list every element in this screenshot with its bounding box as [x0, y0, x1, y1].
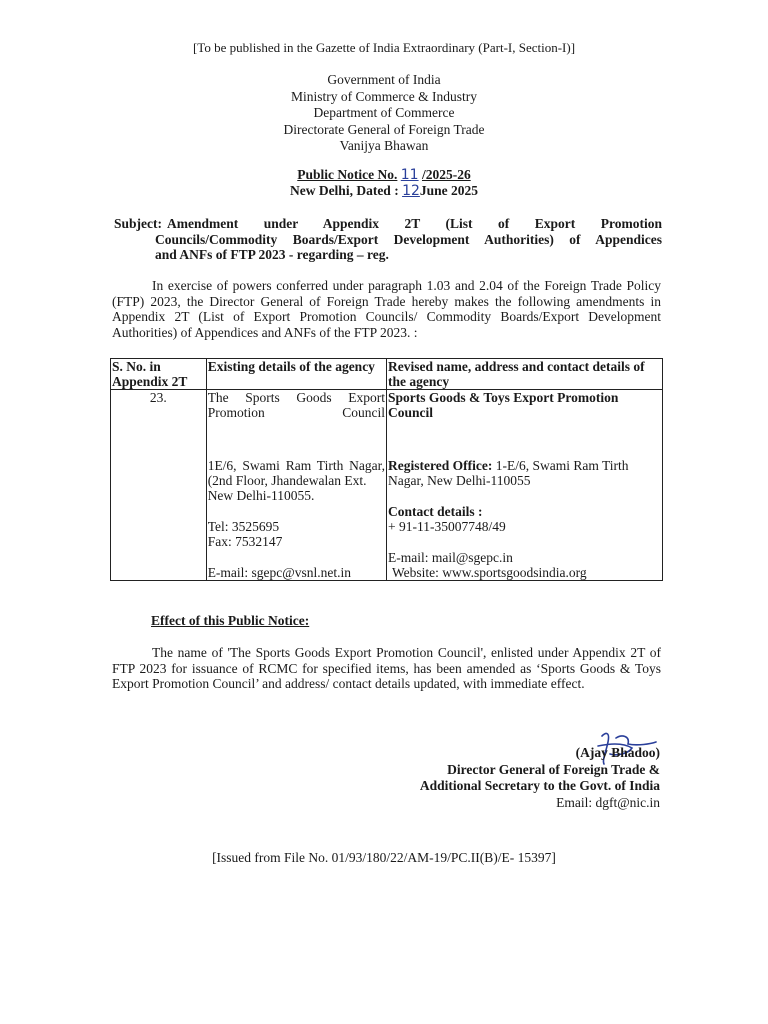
signatory-name: (Ajay Bhadoo) [575, 745, 660, 760]
header-government: Government of India [327, 72, 441, 87]
effect-paragraph: The name of 'The Sports Goods Export Promotion Council', enlisted under Appendix 2T of FTP 2023 for issuance of RCMC for specified items, has been amended as ‘Sports Goods & Toys Export Promotion Council’ and address/ contact details updated, with immediate effect. [112, 645, 661, 691]
amendment-table [110, 358, 663, 581]
cell-revised-details [386, 390, 662, 581]
intro-paragraph: In exercise of powers conferred under paragraph 1.03 and 2.04 of the Foreign Trade Policy (FTP) 2023, the Director General of Foreign Trade hereby makes the following amendments in Appendix 2T (List of Export Promotion Councils/ Commodity Boards/Export Development Authorities) of Appendices and ANFs of the FTP 2023. : [112, 278, 661, 340]
date-day-handwritten: 12 [402, 183, 420, 199]
subject-line-2: Councils/Commodity Boards/Export Development Authorities) of Appendices [155, 231, 662, 247]
existing-address-line-1: 1E/6, Swami Ram Tirth Nagar, [207, 458, 385, 473]
notice-date [0, 183, 768, 199]
public-notice-number [0, 167, 768, 183]
existing-address-line-3: New Delhi-110055. [207, 488, 315, 503]
revised-email: E-mail: mail@sgepc.in [387, 550, 513, 565]
subject-block [114, 216, 662, 263]
header-ministry: Ministry of Commerce & Industry [291, 88, 477, 104]
header-serial-number: S. No. in Appendix 2T [111, 359, 207, 390]
header-revised-details: Revised name, address and contact details of the agency [386, 359, 662, 390]
existing-fax: Fax: 7532147 [207, 534, 283, 549]
effect-heading: Effect of this Public Notice: [151, 613, 310, 628]
dated-prefix: New Delhi, Dated : [289, 183, 399, 198]
header-department: Department of Commerce [313, 105, 455, 120]
table-header-row [111, 359, 663, 390]
signatory-title-1: Director General of Foreign Trade & [447, 761, 660, 777]
table-row [111, 390, 663, 581]
header-directorate: Directorate General of Foreign Trade [283, 121, 485, 137]
revised-agency-name: Sports Goods & Toys Export Promotion Council [387, 390, 619, 420]
header-existing-details: Existing details of the agency [206, 359, 386, 390]
subject-line-1: Amendment under Appendix 2T (List of Export Promotion [167, 216, 662, 231]
revised-website: Website: www.sportsgoodsindia.org [391, 565, 587, 580]
signatory-email: Email: dgft@nic.in [556, 794, 660, 810]
existing-telephone: Tel: 3525695 [207, 519, 280, 534]
signatory-title-2: Additional Secretary to the Govt. of India [419, 778, 660, 793]
public-notice-block [0, 167, 768, 199]
cell-existing-details [206, 390, 386, 581]
notice-number-handwritten: 11 [400, 167, 419, 183]
revised-phone: + 91-11-35007748/49 [387, 519, 506, 534]
dated-suffix: June 2025 [419, 183, 479, 198]
registered-office-address: 1-E/6, Swami Ram Tirth Nagar, New Delhi-110055 [387, 458, 629, 488]
existing-address-line-2: (2nd Floor, Jhandewalan Ext. [207, 473, 367, 488]
registered-office-label: Registered Office: [387, 458, 493, 473]
header-building: Vanijya Bhawan [339, 138, 429, 153]
existing-agency-name: The Sports Goods Export Promotion Council [207, 390, 385, 420]
revised-registered-office [388, 458, 661, 488]
notice-prefix: Public Notice No. [297, 167, 398, 182]
notice-suffix: /2025-26 [421, 167, 471, 182]
cell-serial-number: 23. [111, 390, 207, 581]
subject-first-line [114, 216, 662, 232]
issuing-authority-header [0, 72, 768, 155]
issued-file-line: [Issued from File No. 01/93/180/22/AM-19/PC.II(B)/E- 15397] [212, 850, 556, 865]
existing-email: E-mail: sgepc@vsnl.net.in [207, 565, 351, 580]
subject-line-3: and ANFs of FTP 2023 - regarding – reg. [155, 247, 389, 262]
subject-label: Subject: [114, 216, 162, 231]
contact-details-label: Contact details : [387, 504, 483, 519]
signatory-block [340, 745, 660, 811]
gazette-line: [To be published in the Gazette of India Extraordinary (Part-I, Section-I)] [192, 40, 576, 55]
